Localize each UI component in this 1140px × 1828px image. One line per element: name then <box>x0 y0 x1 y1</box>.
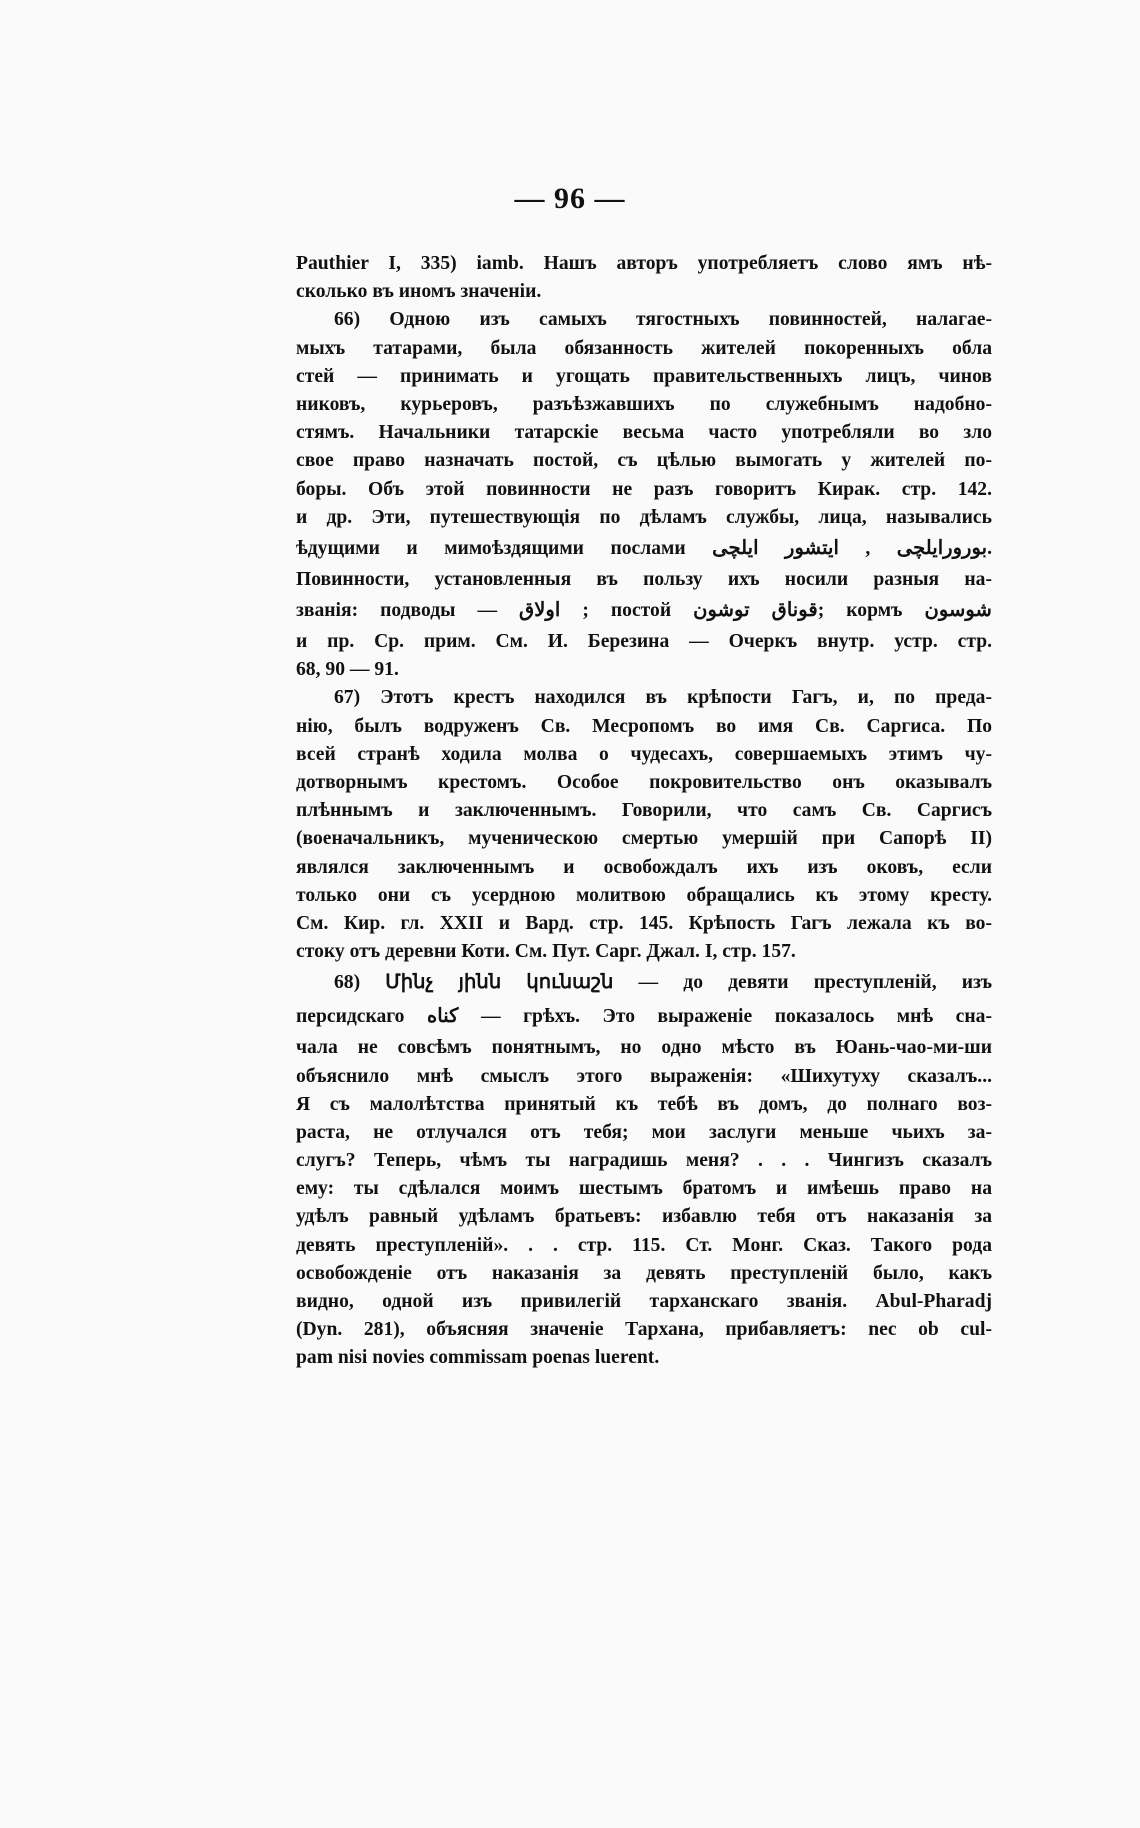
text-line: ѣдущими и мимоѣздящими послами بورورايلچى , ايتشور ايلچى. <box>296 537 993 559</box>
text-line: сколько въ иномъ значеніи. <box>296 281 542 303</box>
text-line: освобожденіе отъ наказанія за девять преступленій было, какъ <box>296 1262 992 1284</box>
text-line: См. Кир. гл. XXII и Вард. стр. 145. Крѣпость Гагъ лежала къ во- <box>296 912 992 934</box>
text-line: удѣлъ равный удѣламъ братьевъ: избавлю тебя отъ наказанія за <box>296 1206 992 1228</box>
text-line: мыхъ татарами, была обязанность жителей покоренныхъ обла <box>296 337 992 359</box>
text-line: pam nisi novies commissam poenas luerent. <box>296 1347 660 1369</box>
text-line: только они съ усердною молитвою обращались къ этому кресту. <box>296 884 992 906</box>
text-line: дотворнымъ крестомъ. Особое покровительство онъ оказывалъ <box>296 772 992 793</box>
footnotes-text <box>296 250 992 1373</box>
text-line: видно, одной изъ привилегій тарханскаго званія. Abul-Pharadj <box>296 1291 992 1312</box>
text-line: 66) Одною изъ самыхъ тягостныхъ повинностей, налагае- <box>334 309 992 331</box>
text-line: боры. Объ этой повинности не разъ говоритъ Кирак. стр. 142. <box>296 478 992 500</box>
text-line: персидскаго كناه — грѣхъ. Это выраженіе показалось мнѣ сна- <box>296 1006 992 1028</box>
text-line: плѣннымъ и заключеннымъ. Говорили, что самъ Св. Саргисъ <box>296 800 992 822</box>
text-line: свое право назначать постой, съ цѣлью вымогать у жителей по- <box>296 450 992 472</box>
text-line: раста, не отлучался отъ тебя; мои заслуги меньше чьихъ за- <box>296 1121 992 1143</box>
text-line: девять преступленій». . . стр. 115. Ст. Монг. Сказ. Такого рода <box>296 1234 992 1256</box>
text-line: званія: подводы — اولاق ; постой قوناق توشون; кормъ شوسون <box>296 600 992 622</box>
text-line: 67) Этотъ крестъ находился въ крѣпости Гагъ, и, по преда- <box>334 687 992 709</box>
text-line: никовъ, курьеровъ, разъѣзжавшихъ по служебнымъ надобно- <box>296 393 992 415</box>
text-line: ему: ты сдѣлался моимъ шестымъ братомъ и имѣешь право на <box>296 1178 992 1200</box>
text-line: (Dyn. 281), объясняя значеніе Тархана, прибавляетъ: nec ob cul- <box>296 1319 992 1341</box>
text-line: Повинности, установленныя въ пользу ихъ носили разныя на- <box>296 568 992 590</box>
text-line: чала не совсѣмъ понятнымъ, но одно мѣсто въ Юань-чао-ми-ши <box>296 1037 992 1059</box>
text-line: стей — принимать и угощать правительственныхъ лицъ, чинов <box>296 365 992 387</box>
text-line: 68, 90 — 91. <box>296 659 399 681</box>
text-line: являлся заключеннымъ и освобождалъ ихъ изъ оковъ, если <box>296 856 992 878</box>
text-line: стямъ. Начальники татарскіе весьма часто употребляли во зло <box>296 422 992 444</box>
page-number: — 96 — <box>514 182 626 215</box>
text-line: (военачальникъ, мученическою смертью умершій при Сапорѣ II) <box>296 828 992 850</box>
text-line: всей странѣ ходила молва о чудесахъ, совершаемыхъ этимъ чу- <box>296 743 992 765</box>
text-line: Я съ малолѣтства принятый къ тебѣ въ домъ, до полнаго воз- <box>296 1093 992 1115</box>
text-line: 68) Մինչ յինն կունաշն — до девяти преступленій, изъ <box>334 972 992 994</box>
text-line: нію, былъ водруженъ Св. Месропомъ во имя Св. Саргиса. По <box>296 715 992 737</box>
text-line: слугъ? Теперь, чѣмъ ты наградишь меня? . . . Чингизъ сказалъ <box>296 1150 992 1172</box>
text-line: Pauthier I, 335) iamb. Нашъ авторъ употребляетъ слово ямъ нѣ- <box>296 253 992 274</box>
text-line: объяснило мнѣ смыслъ этого выраженія: «Шихутуху сказалъ... <box>296 1065 992 1087</box>
text-line: и др. Эти, путешествующія по дѣламъ службы, лица, назывались <box>296 506 992 528</box>
text-line: и пр. Ср. прим. См. И. Березина — Очеркъ внутр. устр. стр. <box>296 631 992 653</box>
text-line: стоку отъ деревни Коти. См. Пут. Сарг. Джал. I, стр. 157. <box>296 941 796 963</box>
